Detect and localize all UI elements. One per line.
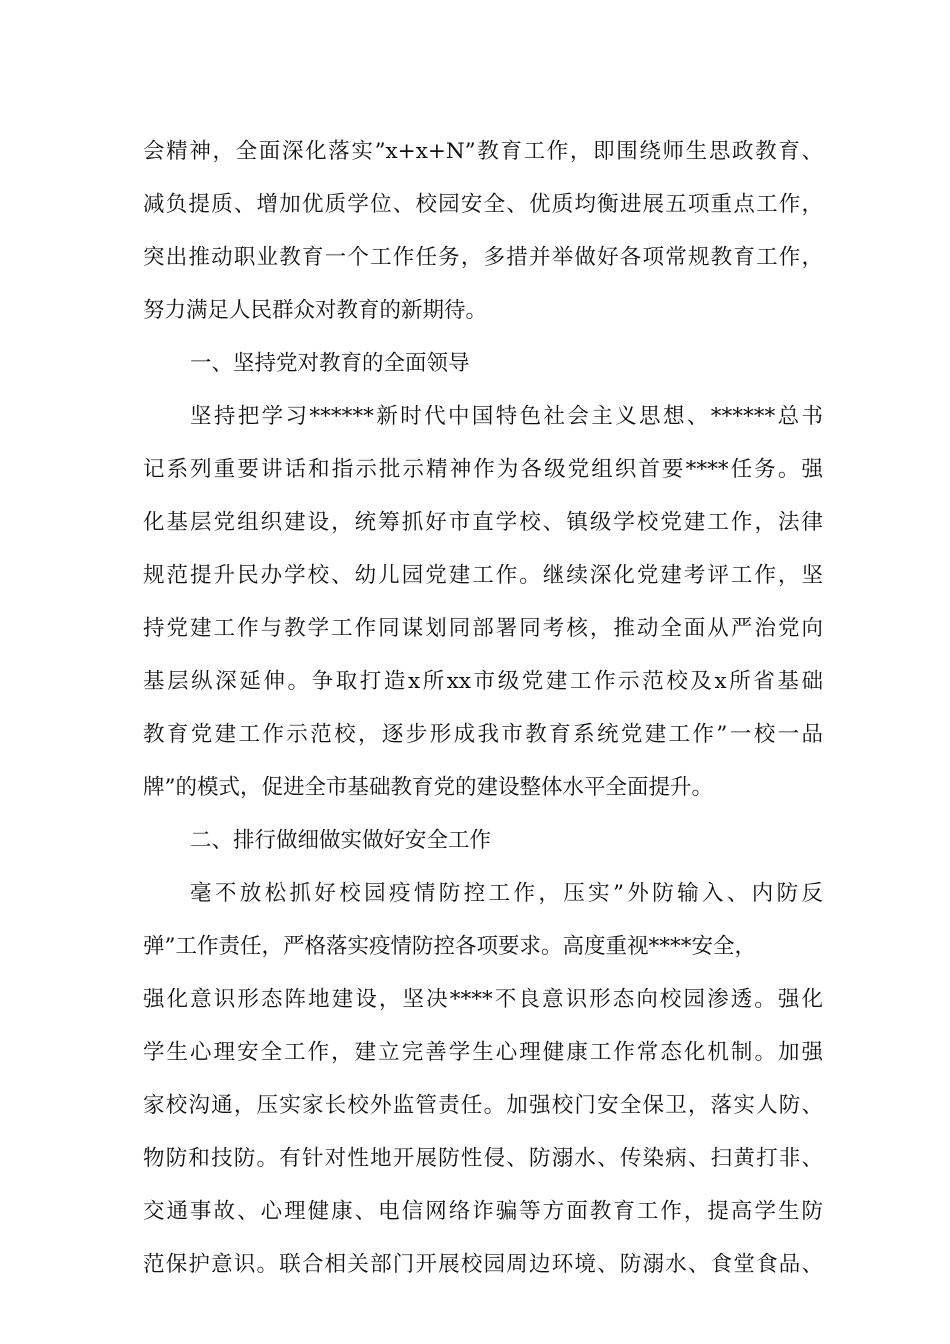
section-1-line-2: 记系列重要讲话和指示批示精神作为各级党组织首要****任务。强: [143, 457, 823, 482]
section-1-line-5: 持党建工作与教学工作同谋划同部署同考核，推动全面从严治党向: [143, 616, 823, 641]
section-1-line-8: 牌”的模式，促进全市基础教育党的建设整体水平全面提升。: [143, 775, 713, 800]
section-2-line-8: 范保护意识。联合相关部门开展校园周边环境、防溺水、食堂食品、: [143, 1252, 823, 1277]
section-1-line-1: 坚持把学习******新时代中国特色社会主义思想、******总书: [190, 404, 823, 429]
section-2-line-2: 弹”工作责任，严格落实疫情防控各项要求。高度重视****安全，: [143, 934, 756, 959]
intro-line-1: 会精神，全面深化落实”x+x+N”教育工作，即围绕师生思政教育、: [143, 139, 823, 164]
intro-line-4: 努力满足人民群众对教育的新期待。: [143, 298, 488, 323]
section-2-line-1: 毫不放松抓好校园疫情防控工作，压实”外防输入、内防反: [190, 881, 823, 906]
section-2-line-5: 家校沟通，压实家长校外监管责任。加强校门安全保卫，落实人防、: [143, 1093, 823, 1118]
section-1-line-7: 教育党建工作示范校，逐步形成我市教育系统党建工作”一校一品: [143, 722, 823, 747]
section-2-line-3: 强化意识形态阵地建设，坚决****不良意识形态向校园渗透。强化: [143, 987, 823, 1012]
section-1-line-6: 基层纵深延伸。争取打造x所xx市级党建工作示范校及x所省基础: [143, 669, 823, 694]
section-2-line-4: 学生心理安全工作，建立完善学生心理健康工作常态化机制。加强: [143, 1040, 823, 1065]
section-1-heading: 一、坚持党对教育的全面领导: [190, 351, 470, 376]
section-2-line-6: 物防和技防。有针对性地开展防性侵、防溺水、传染病、扫黄打非、: [143, 1146, 823, 1171]
section-1-line-4: 规范提升民办学校、幼儿园党建工作。继续深化党建考评工作，坚: [143, 563, 823, 588]
intro-line-2: 减负提质、增加优质学位、校园安全、优质均衡进展五项重点工作，: [143, 192, 823, 217]
section-2-heading: 二、排行做细做实做好安全工作: [190, 828, 492, 853]
section-2-line-7: 交通事故、心理健康、电信网络诈骗等方面教育工作，提高学生防: [143, 1199, 823, 1224]
section-1-line-3: 化基层党组织建设，统筹抓好市直学校、镇级学校党建工作，法律: [143, 510, 823, 535]
intro-line-3: 突出推动职业教育一个工作任务，多措并举做好各项常规教育工作，: [143, 245, 823, 270]
